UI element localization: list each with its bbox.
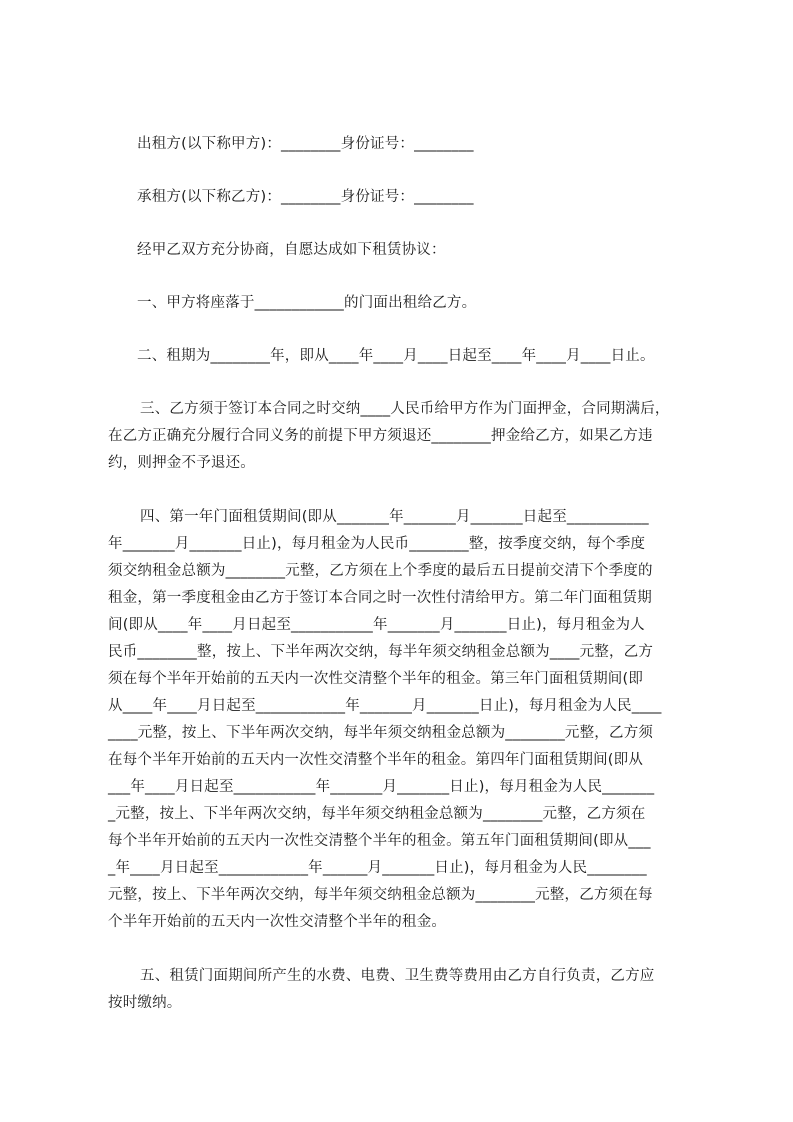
clause-1: 一、甲方将座落于____________的门面出租给乙方。 [137,295,477,311]
clause-3-line: 在乙方正确充分履行合同义务的前提下甲方须退还________押金给乙方，如果乙方违 [108,428,653,444]
clause-4-line: _年____月日起至____________年______月_______日止)，每月租金为人民________ [108,860,647,876]
clause-4-line: 四、第一年门面租赁期间(即从_______年_______月_______日起至___________ [140,509,649,525]
clause-4-line: _元整，按上、下半年两次交纳，每半年须交纳租金总额为________元整，乙方须在 [108,806,646,822]
clause-4-line: 租金，第一季度租金由乙方于签订本合同之时一次性付清给甲方。第二年门面租赁期 [108,590,652,606]
clause-5-line: 五、租赁门面期间所产生的水费、电费、卫生费等费用由乙方自行负责，乙方应 [140,968,655,984]
clause-4-line: 间(即从____年____月日起至___________年_______月_______日止)，每月租金为人 [108,617,645,633]
clause-5-line: 按时缴纳。 [108,995,182,1011]
clause-4-line: 民币________整，按上、下半年两次交纳，每半年须交纳租金总额为____元整，乙方 [108,644,654,660]
party-a-line: 出租方(以下称甲方)：________身份证号：________ [137,136,474,152]
clause-4-line: 从____年____月日起至____________年_______月_______日止)，每月租金为人民____ [108,698,662,714]
clause-4-line: 须在每个半年开始前的五天内一次性交清整个半年的租金。第三年门面租赁期间(即 [108,671,644,687]
clause-3-line: 约，则押金不予退还。 [108,455,255,471]
clause-4-line: 元整，按上、下半年两次交纳，每半年须交纳租金总额为________元整，乙方须在每 [108,887,653,903]
clause-4-line: 年_______月_______日止)，每月租金为人民币________整，按季度交纳，每个季度 [108,536,646,552]
clause-4-line: 须交纳租金总额为________元整，乙方须在上个季度的最后五日提前交清下个季度的 [108,563,653,579]
clause-4-line: 个半年开始前的五天内一次性交清整个半年的租金。 [108,914,447,930]
clause-4-line: ____元整，按上、下半年两次交纳，每半年须交纳租金总额为________元整，乙方须 [108,725,654,741]
party-b-line: 承租方(以下称乙方)：________身份证号：________ [137,189,474,205]
clause-4-line: 在每个半年开始前的五天内一次性交清整个半年的租金。第四年门面租赁期间(即从 [108,752,644,768]
clause-4-line: 每个半年开始前的五天内一次性交清整个半年的租金。第五年门面租赁期间(即从___ [108,833,651,849]
intro-line: 经甲乙双方充分协商，自愿达成如下租赁协议： [137,242,446,258]
clause-4-line: ___年____月日起至___________年_______月_______日止)，每月租金为人民_______ [108,779,655,795]
clause-3-line: 三、乙方须于签订本合同之时交纳____人民币给甲方作为门面押金，合同期满后， [140,401,670,417]
clause-2: 二、租期为________年，即从____年____月____日起至____年____月____日止。 [137,348,655,364]
